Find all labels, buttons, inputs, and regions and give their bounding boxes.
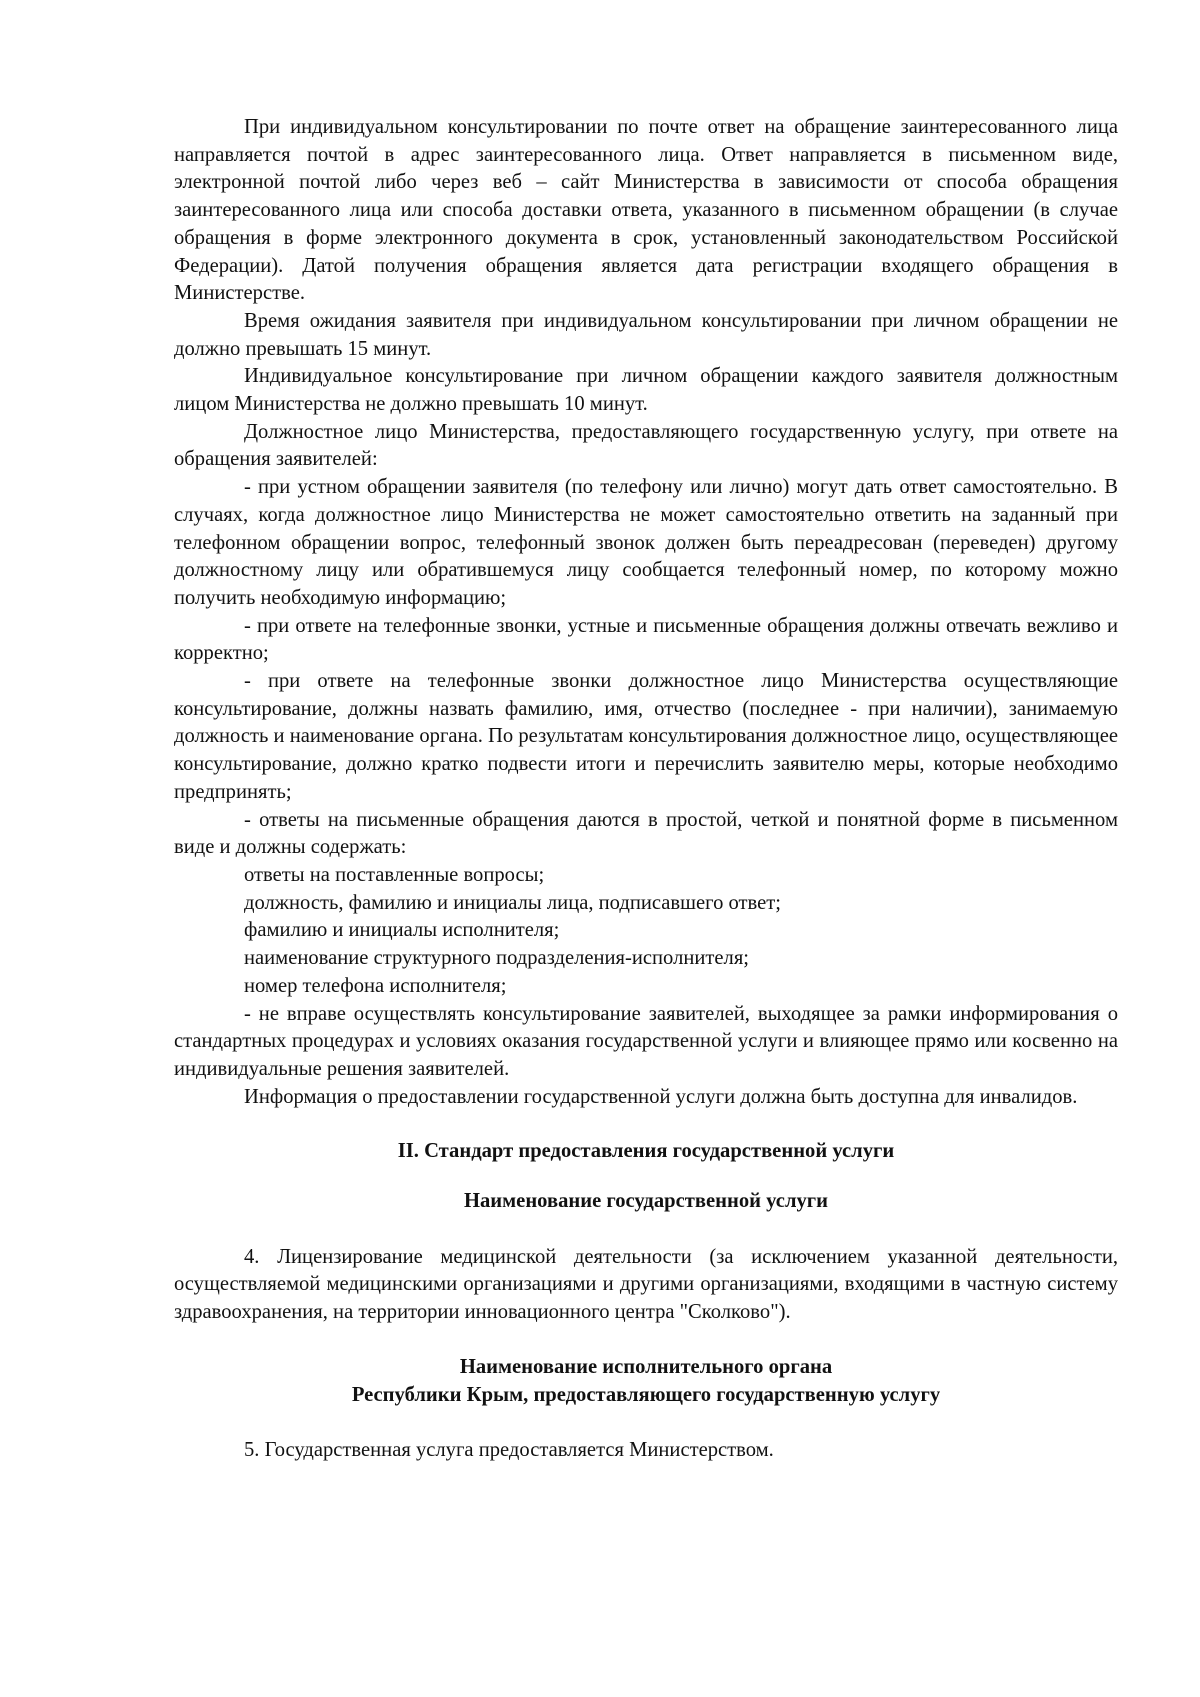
paragraph-phone-calls: - при ответе на телефонные звонки должностное лицо Министерства осуществляющие консультирование, должны назвать фамилию, имя, отчество (последнее - при наличии), занимаемую должность и наименование органа. По результатам консультирования должностное лицо, осуществляющее консультирование, должно кратко подвести итоги и перечислить заявителю меры, которые необходимо предпринять; — [174, 670, 1118, 803]
subheading-executive-body-line1: Наименование исполнительного органа — [459, 1355, 833, 1378]
list-item: ответы на поставленные вопросы; — [244, 863, 545, 886]
paragraph-waiting-time: Время ожидания заявителя при индивидуальном консультировании при личном обращении не должно превышать 15 минут. — [174, 309, 1118, 360]
subheading-service-name: Наименование государственной услуги — [463, 1190, 829, 1213]
list-item: номер телефона исполнителя; — [244, 974, 507, 997]
paragraph-restrictions: - не вправе осуществлять консультирование заявителей, выходящее за рамки информирования о стандартных процедурах и условиях оказания государственной услуги и влияющее прямо или косвенно на индивидуальные решения заявителей. — [174, 1002, 1118, 1080]
paragraph-accessibility: Информация о предоставлении государственной услуги должна быть доступна для инвалидов. — [244, 1085, 1078, 1108]
list-item: должность, фамилию и инициалы лица, подписавшего ответ; — [244, 891, 782, 914]
paragraph-oral-request: - при устном обращении заявителя (по телефону или лично) могут дать ответ самостоятельно. В случаях, когда должностное лицо Министерства не может самостоятельно ответить на заданный при телефонном обращении вопрос, телефонный звонок должен быть переадресован (переведен) другому должностному лицу или обратившемуся лицу сообщается телефонный номер, по которому можно получить необходимую информацию; — [174, 476, 1118, 609]
list-item: фамилию и инициалы исполнителя; — [244, 919, 560, 942]
section-title: II. Стандарт предоставления государственной услуги — [397, 1140, 895, 1163]
paragraph-email-consultation: При индивидуальном консультировании по почте ответ на обращение заинтересованного лица направляется почтой в адрес заинтересованного лица. Ответ направляется в письменном виде, электронной почтой либо через веб – сайт Министерства в зависимости от способа обращения заинтересованного лица или способа доставки ответа, указанного в письменном обращении (в случае обращения в форме электронного документа в срок, установленный законодательством Российской Федерации). Датой получения обращения является дата регистрации входящего обращения в Министерстве. — [174, 116, 1118, 305]
paragraph-politeness: - при ответе на телефонные звонки, устные и письменные обращения должны отвечать вежливо и корректно; — [174, 614, 1118, 665]
paragraph-official-duties-intro: Должностное лицо Министерства, предоставляющего государственную услугу, при ответе на обращения заявителей: — [174, 420, 1118, 471]
paragraph-consultation-duration: Индивидуальное консультирование при личном обращении каждого заявителя должностным лицом Министерства не должно превышать 10 минут. — [174, 365, 1118, 416]
paragraph-written-answers: - ответы на письменные обращения даются в простой, четкой и понятной форме в письменном виде и должны содержать: — [174, 808, 1118, 859]
paragraph-item-4: 4. Лицензирование медицинской деятельности (за исключением указанной деятельности, осуществляемой медицинскими организациями и другими организациями, входящими в частную систему здравоохранения, на территории инновационного центра "Сколково"). — [174, 1245, 1118, 1324]
subheading-executive-body-line2: Республики Крым, предоставляющего государственную услугу — [351, 1383, 941, 1406]
paragraph-item-5: 5. Государственная услуга предоставляется Министерством. — [244, 1439, 774, 1462]
list-item: наименование структурного подразделения-исполнителя; — [244, 947, 750, 970]
